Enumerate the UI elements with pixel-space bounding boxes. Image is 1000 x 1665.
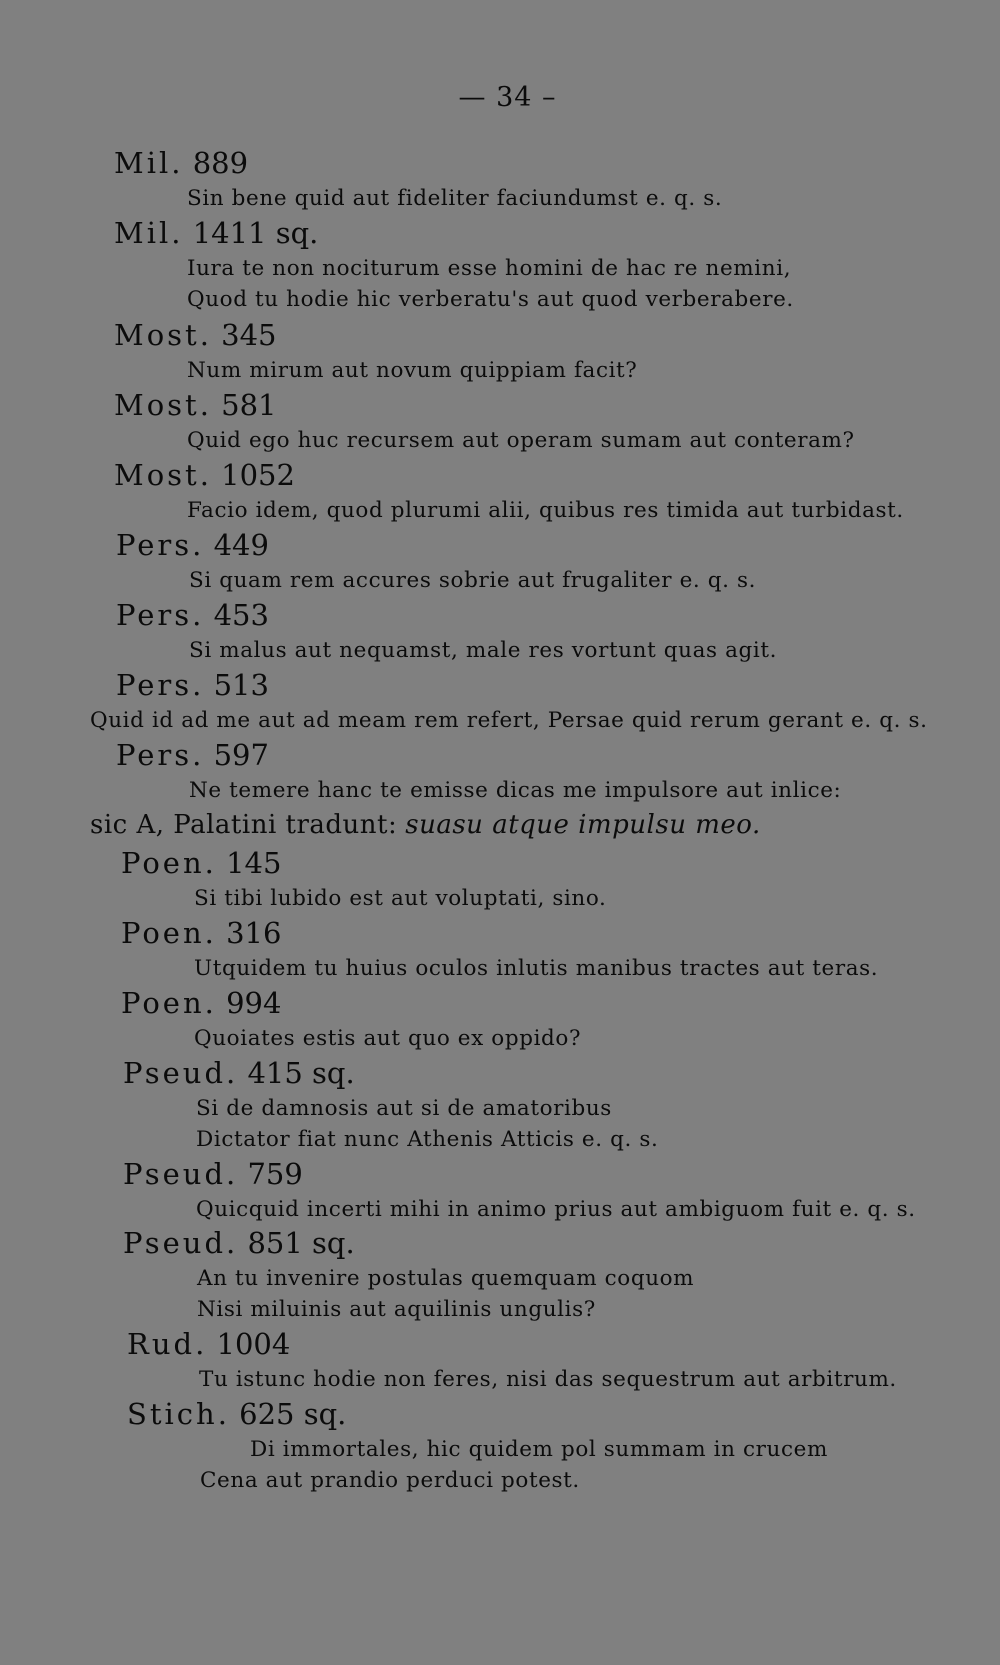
work-abbrev: Most.	[114, 388, 212, 422]
citation-ref	[121, 986, 281, 1020]
work-abbrev: Pseud.	[123, 1056, 239, 1090]
verse-line: Ne temere hanc te emisse dicas me impulsore aut inlice:	[189, 778, 842, 803]
citation-ref	[123, 1157, 303, 1191]
line-number: 145	[226, 846, 282, 880]
work-abbrev: Stich.	[127, 1397, 230, 1431]
line-number: 597	[213, 738, 269, 772]
verse-line: Quoiates estis aut quo ex oppido?	[194, 1026, 582, 1051]
citation-ref	[114, 216, 318, 250]
verse-line: Iura te non nociturum esse homini de hac re nemini,	[187, 256, 792, 281]
verse-line: Facio idem, quod plurumi alii, quibus res timida aut turbidast.	[187, 498, 904, 523]
work-abbrev: Mil.	[114, 216, 184, 250]
work-abbrev: Pers.	[116, 738, 205, 772]
work-abbrev: Mil.	[114, 146, 184, 180]
verse-line: Cena aut prandio perduci potest.	[200, 1468, 580, 1493]
citation-ref	[121, 846, 281, 880]
apparatus-note	[90, 809, 761, 841]
work-abbrev: Pseud.	[123, 1226, 239, 1260]
verse-line: Si de damnosis aut si de amatoribus	[196, 1096, 612, 1121]
verse-line: Quod tu hodie hic verberatu's aut quod verberabere.	[187, 287, 794, 312]
citation-ref	[123, 1056, 355, 1090]
line-number: 581	[221, 388, 277, 422]
line-number: 889	[192, 146, 249, 180]
line-number: 851 sq.	[247, 1226, 355, 1260]
verse-line: Di immortales, hic quidem pol summam in crucem	[250, 1437, 828, 1462]
work-abbrev: Pers.	[116, 598, 205, 632]
citation-ref	[116, 668, 269, 702]
verse-line: Sin bene quid aut fideliter faciundumst e. q. s.	[187, 186, 723, 211]
citation-ref	[127, 1397, 346, 1431]
verse-line: Quid ego huc recursem aut operam sumam aut conteram?	[187, 428, 855, 453]
note-italic-reading: suasu atque impulsu meo.	[405, 810, 761, 840]
work-abbrev: Most.	[114, 318, 212, 352]
line-number: 316	[226, 916, 282, 950]
work-abbrev: Poen.	[121, 986, 217, 1020]
verse-line: Num mirum aut novum quippiam facit?	[187, 358, 638, 383]
work-abbrev: Poen.	[121, 846, 217, 880]
line-number: 1411 sq.	[192, 216, 319, 250]
verse-line: Si quam rem accures sobrie aut frugaliter e. q. s.	[189, 568, 757, 593]
verse-line: Tu istunc hodie non feres, nisi das sequestrum aut arbitrum.	[199, 1367, 897, 1392]
citation-ref	[123, 1226, 355, 1260]
line-number: 994	[226, 986, 282, 1020]
citation-ref	[114, 388, 277, 422]
line-number: 1004	[216, 1327, 291, 1361]
citation-ref	[114, 318, 277, 352]
verse-line: Quicquid incerti mihi in animo prius aut ambiguom fuit e. q. s.	[196, 1197, 916, 1222]
work-abbrev: Pseud.	[123, 1157, 239, 1191]
citation-ref	[116, 598, 269, 632]
citation-ref	[116, 738, 269, 772]
work-abbrev: Pers.	[116, 668, 205, 702]
line-number: 449	[213, 528, 269, 562]
citation-ref	[114, 458, 295, 492]
work-abbrev: Rud.	[127, 1327, 208, 1361]
line-number: 1052	[221, 458, 295, 492]
verse-line: An tu invenire postulas quemquam coquom	[197, 1266, 695, 1291]
work-abbrev: Poen.	[121, 916, 217, 950]
note-text: sic A, Palatini tradunt:	[90, 810, 398, 840]
citation-ref	[121, 916, 281, 950]
citation-ref	[116, 528, 269, 562]
page-number: — 34 –	[458, 82, 557, 113]
citation-ref	[127, 1327, 290, 1361]
verse-line: Nisi miluinis aut aquilinis ungulis?	[197, 1297, 596, 1322]
work-abbrev: Pers.	[116, 528, 205, 562]
verse-line: Si malus aut nequamst, male res vortunt quas agit.	[189, 638, 778, 663]
verse-line: Dictator fiat nunc Athenis Atticis e. q. s.	[196, 1127, 659, 1152]
line-number: 415 sq.	[247, 1056, 355, 1090]
citation-ref	[114, 146, 248, 180]
verse-line: Si tibi lubido est aut voluptati, sino.	[194, 886, 607, 911]
line-number: 625 sq.	[239, 1397, 347, 1431]
verse-line: Quid id ad me aut ad meam rem refert, Persae quid rerum gerant e. q. s.	[90, 708, 928, 733]
work-abbrev: Most.	[114, 458, 212, 492]
line-number: 513	[213, 668, 269, 702]
verse-line: Utquidem tu huius oculos inlutis manibus tractes aut teras.	[194, 956, 879, 981]
line-number: 345	[221, 318, 277, 352]
line-number: 453	[213, 598, 269, 632]
line-number: 759	[247, 1157, 303, 1191]
